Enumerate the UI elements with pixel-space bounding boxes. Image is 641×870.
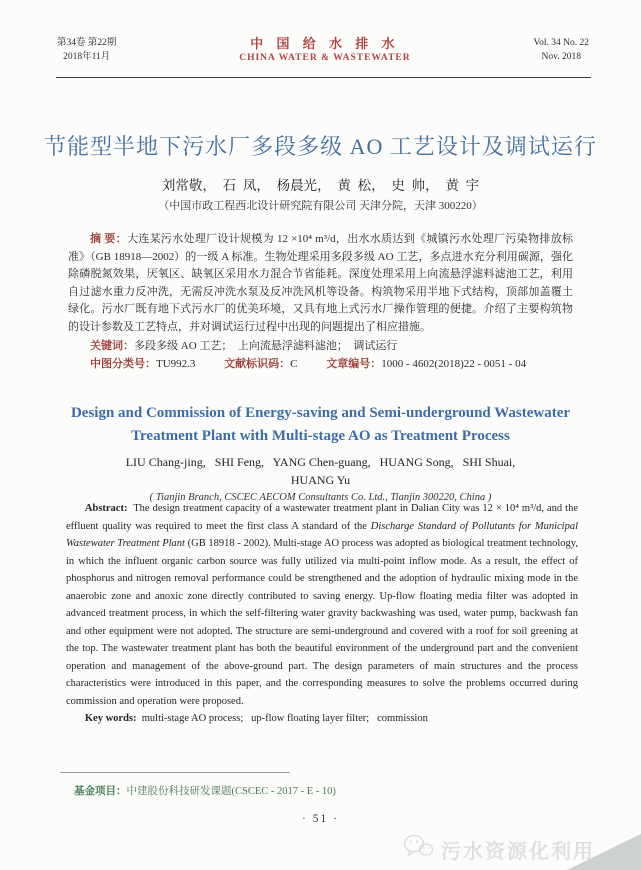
abstract-block-en (66, 500, 581, 728)
fund-line (74, 783, 336, 798)
authors-en-line1: LIU Chang-jing, SHI Feng, YANG Chen-guang, HUANG Song, SHI Shuai, (125, 455, 516, 469)
header-left (57, 36, 116, 64)
wechat-icon (402, 833, 434, 865)
keywords-en: multi-stage AO process; up-flow floating layer filter; commission (136, 713, 428, 724)
header-center (239, 36, 410, 65)
header-right (533, 36, 589, 64)
watermark-text: 污水资源化利用 (441, 840, 595, 863)
clc-label: 中图分类号： (90, 358, 156, 371)
abstract-block-cn (68, 231, 573, 374)
keywords-row-en (66, 710, 578, 728)
abstract-text-en-italic: Discharge Standard of Pollutants for Municipal Wastewater Treatment Plant (66, 520, 578, 549)
doc-code-value: C (290, 358, 298, 371)
footnote-divider (60, 772, 290, 773)
date-cn: 2018年11月 (63, 52, 111, 62)
affiliation-cn: （中国市政工程西北设计研究院有限公司 天津分院，天津 300220） (158, 200, 483, 212)
journal-title-en: CHINA WATER & WASTEWATER (239, 53, 411, 63)
page-number: · 51 · (302, 813, 339, 825)
title-en-line2: Treatment Plant with Multi-stage AO as Treatment Process (131, 428, 510, 444)
abstract-paragraph-en (66, 500, 581, 710)
journal-title-cn: 中 国 给 水 排 水 (250, 36, 400, 51)
article-title-cn: 节能型半地下污水厂多段多级 AO 工艺设计及调试运行 (44, 134, 597, 159)
volume-issue-cn: 第34卷 第22期 (57, 38, 117, 48)
keywords-label-cn: 关键词： (90, 339, 134, 352)
doc-code-label: 文献标识码： (224, 358, 291, 371)
article-no-value: 1000 - 4602(2018)22 - 0051 - 04 (381, 358, 527, 371)
header-divider (56, 77, 591, 78)
keywords-label-en: Key words: (84, 713, 137, 724)
article-no-label: 文章编号： (326, 358, 382, 371)
volume-issue-en: Vol. 34 No. 22 (533, 38, 589, 48)
abstract-label-en: Abstract: (84, 503, 128, 514)
authors-en-line2: HUANG Yu (290, 473, 351, 487)
article-title-en (40, 402, 601, 448)
abstract-text-en-2: (GB 18918 - 2002). Multi-stage AO process was adopted as biological treatment technology, in which the influent organic carbon source was fully utilized via multi-point inflow mode. As a result, the effect of phosphorus and nitrogen removal performance could be strengthened and the adoption of hydraulic mixing mode in the anaerobic zone and anoxic zone directly contributed to saving energy. Up-flow floating media filter was adopted in advanced treatment process, in which the self-filtering water gravity backwashing was used, water pump, backwash fan and other equipment were not adopted. The structure are semi-underground and covered with a roof for soil greening at the top. The wastewater treatment plant has both the beautiful environment of the underground part and the convenient operation and management of the above-ground part. The design parameters of main structures and the process characteristics were introduced in this paper, and the corresponding measures to solve the problems occurred during commission and operation were proposed. (66, 538, 578, 707)
keywords-cn: 多段多级 AO 工艺； 上向流悬浮滤料滤池； 调试运行 (134, 339, 398, 352)
clc-value: TU992.3 (156, 358, 196, 371)
title-en-line1: Design and Commission of Energy-saving and Semi-underground Wastewater (70, 405, 571, 421)
article-no-pair (326, 358, 526, 370)
date-en: Nov. 2018 (541, 52, 581, 62)
abstract-label-cn: 摘 要： (90, 233, 127, 245)
page-corner-fold (567, 834, 641, 870)
clc-pair (90, 358, 195, 370)
doc-code-pair (224, 358, 297, 370)
fund-label: 基金项目： (74, 786, 127, 797)
abstract-text-cn: 大连某污水处理厂设计规模为 12 ×10⁴ m³/d，出水水质达到《城镇污水处理厂污染物排放标准》（GB 18918—2002）的一级 A 标准。生物处理采用多段多级 AO 工艺，多点进水充分利用碳源，强化除磷脱氮效果，厌氧区、缺氧区采用水力混合节省能耗。深度处理采用上向流悬浮滤料滤池工艺，利用自过滤水重力反冲洗，无需反冲洗水泵及反冲洗风机等设备。构筑物采用半地下式结构，顶部加盖覆土绿化。污水厂既有地下式污水厂的优美环境，又具有地上式污水厂操作管理的便捷。介绍了主要构筑物的设计参数及工艺特点，并对调试运行过程中出现的问题提出了相应措施。 (68, 233, 574, 333)
classification-row (68, 356, 573, 374)
english-header (40, 402, 601, 503)
journal-header (57, 36, 589, 65)
abstract-text-en-1: The design treatment capacity of a wastewater treatment plant in Dalian City was 12 × 10⁴ m³/d, and the effluent quality was required to meet the first class A standard of the (66, 503, 581, 532)
keywords-row-cn (68, 338, 573, 356)
affiliation-en: ( Tianjin Branch, CSCEC AECOM Consultants Co. Ltd., Tianjin 300220, China ) (149, 492, 492, 503)
abstract-paragraph-cn (68, 231, 573, 337)
fund-text: 中建股份科技研发课题(CSCEC - 2017 - E - 10) (126, 786, 336, 797)
authors-cn: 刘常敬， 石 凤， 杨晨光， 黄 松， 史 帅， 黄 宇 (161, 178, 480, 193)
